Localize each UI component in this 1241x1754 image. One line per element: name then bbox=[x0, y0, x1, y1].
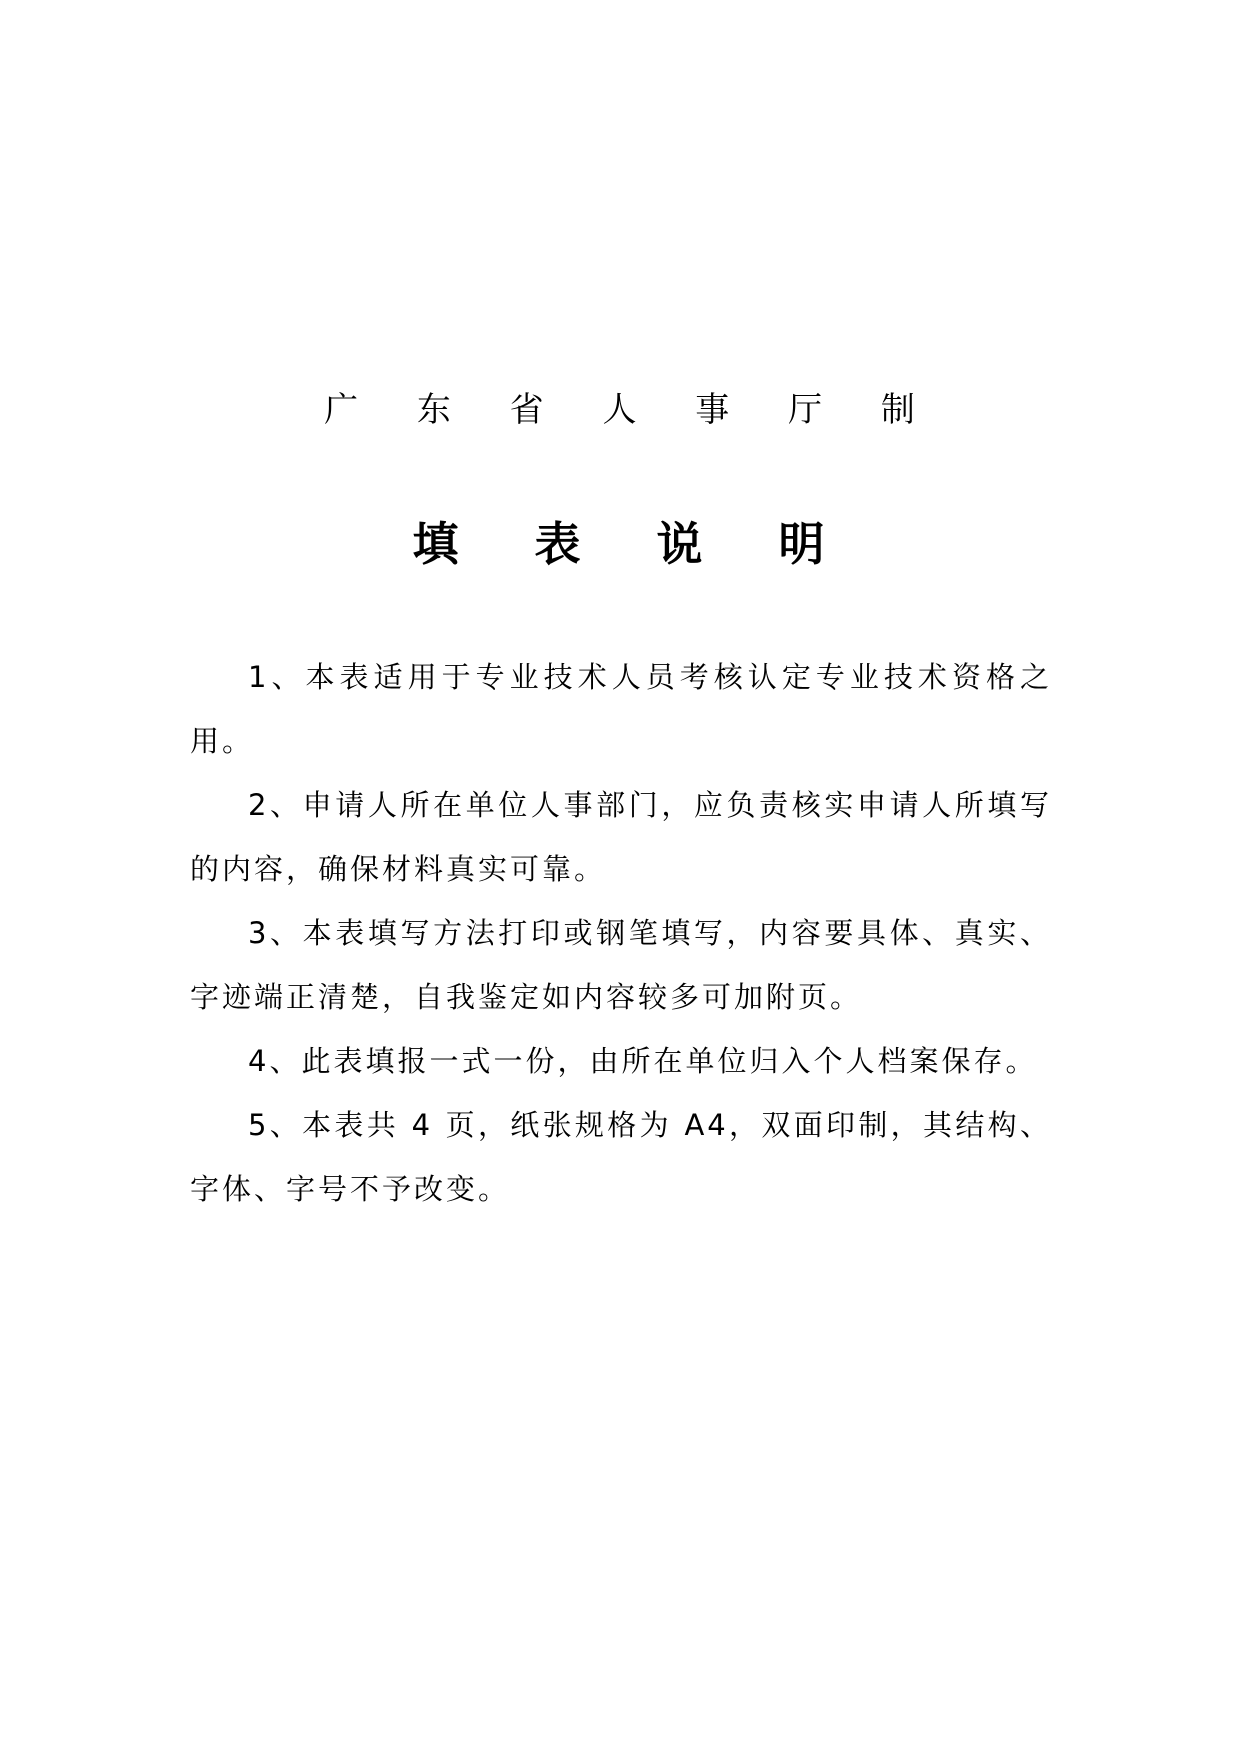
instruction-item-1: 1、本表适用于专业技术人员考核认定专业技术资格之用。 bbox=[190, 660, 1052, 758]
page-title: 填 表 说 明 bbox=[412, 517, 855, 571]
instruction-item-2: 2、申请人所在单位人事部门，应负责核实申请人所填写的内容，确保材料真实可靠。 bbox=[190, 788, 1052, 886]
instruction-item-4: 4、此表填报一式一份，由所在单位归入个人档案保存。 bbox=[248, 1044, 1038, 1078]
instruction-item-5: 5、本表共 4 页，纸张规格为 A4，双面印制，其结构、字体、字号不予改变。 bbox=[190, 1108, 1052, 1206]
instruction-item-3: 3、本表填写方法打印或钢笔填写，内容要具体、真实、字迹端正清楚，自我鉴定如内容较多可加附页。 bbox=[190, 916, 1052, 1014]
issuer-line: 广 东 省 人 事 厅 制 bbox=[324, 390, 939, 430]
instruction-list bbox=[190, 645, 1052, 1221]
